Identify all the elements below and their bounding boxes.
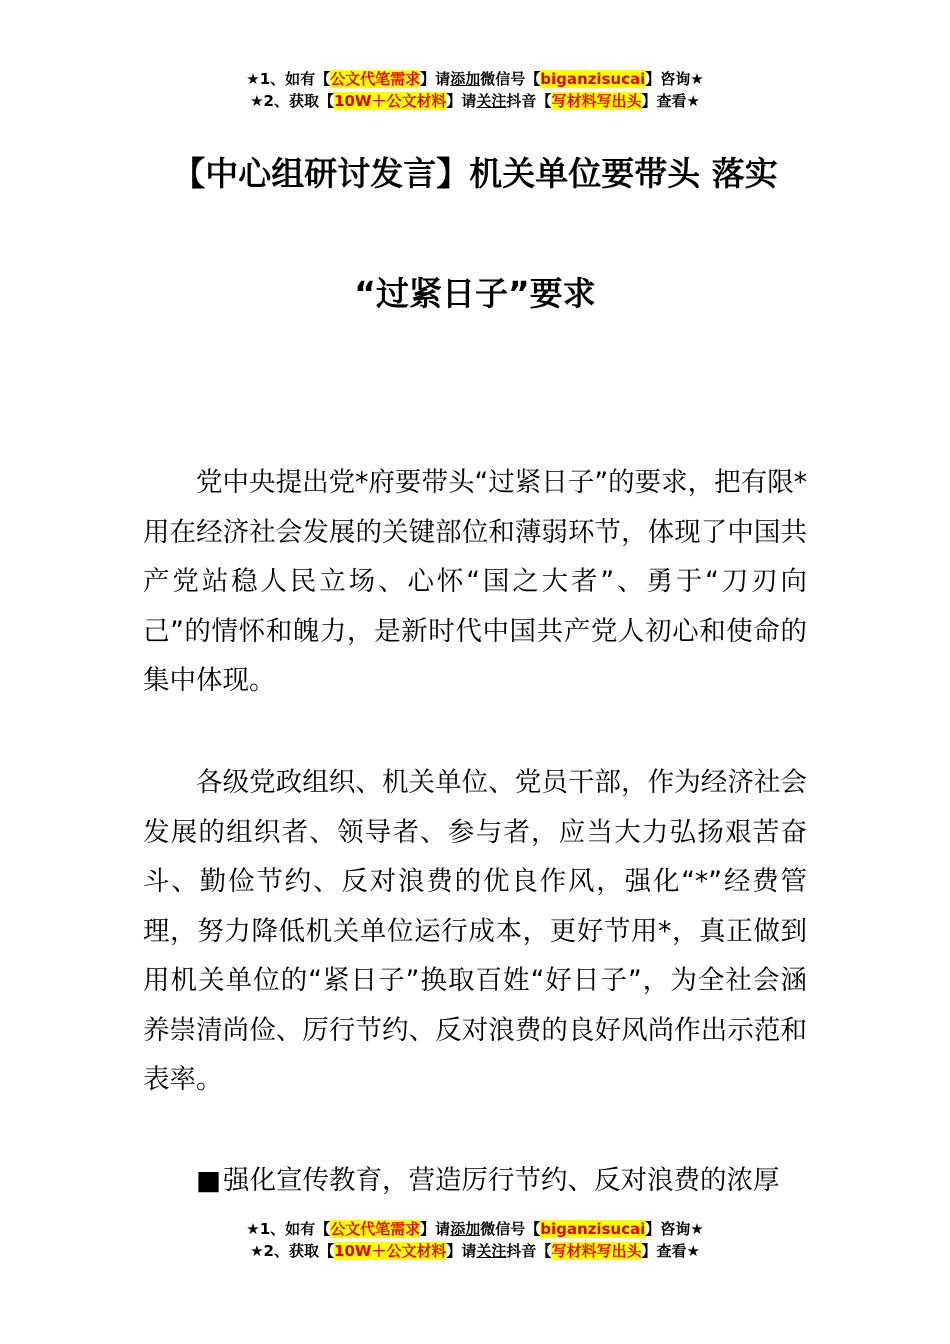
document-title-line-1: 【中心组研讨发言】机关单位要带头 落实 <box>172 154 778 193</box>
banner-line-1: ★1、如有【公文代笔需求】请添加微信号【biganzisucai】咨询★ <box>246 1220 704 1238</box>
paragraph-1: 党中央提出党*府要带头“过紧日子”的要求，把有限*用在经济社会发展的关键部位和薄弱环节，体现了中国共产党站稳人民立场、心怀“国之大者”、勇于“刀刃向己”的情怀和魄力，是新时代中国共产党人初心和使命的集中体现。 <box>143 467 807 696</box>
highlight-materials: 10W＋公文材料 <box>333 1242 447 1260</box>
highlight-wechat-id: biganzisucai <box>540 70 646 88</box>
highlight-service: 公文代笔需求 <box>330 1220 421 1238</box>
banner-line-1: ★1、如有【公文代笔需求】请添加微信号【biganzisucai】咨询★ <box>246 70 704 88</box>
highlight-douyin: 写材料写出头 <box>551 1242 642 1260</box>
bullet-icon: ■ <box>196 1165 222 1196</box>
highlight-douyin: 写材料写出头 <box>551 92 642 110</box>
highlight-wechat-id: biganzisucai <box>540 1220 646 1238</box>
top-banner <box>0 68 950 112</box>
document-title-line-2: “过紧日子”要求 <box>354 274 596 313</box>
banner-line-2: ★2、获取【10W＋公文材料】请关注抖音【写材料写出头】查看★ <box>250 92 700 110</box>
paragraph-3: ■强化宣传教育，营造厉行节约、反对浪费的浓厚 <box>196 1165 780 1196</box>
highlight-service: 公文代笔需求 <box>330 70 421 88</box>
bottom-banner <box>0 1218 950 1262</box>
paragraph-2: 各级党政组织、机关单位、党员干部，作为经济社会发展的组织者、领导者、参与者，应当大力弘扬艰苦奋斗、勤俭节约、反对浪费的优良作风，强化“*”经费管理，努力降低机关单位运行成本，更好节用*，真正做到用机关单位的“紧日子”换取百姓“好日子”，为全社会涵养崇清尚俭、厉行节约、反对浪费的良好风尚作出示范和表率。 <box>143 767 807 1095</box>
banner-line-2: ★2、获取【10W＋公文材料】请关注抖音【写材料写出头】查看★ <box>250 1242 700 1260</box>
highlight-materials: 10W＋公文材料 <box>333 92 447 110</box>
